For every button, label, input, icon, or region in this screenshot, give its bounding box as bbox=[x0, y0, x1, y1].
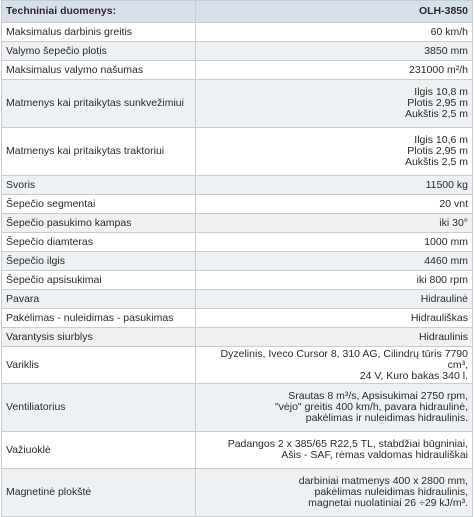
row-label: Šepečio diamteras bbox=[2, 233, 196, 252]
row-value: 1000 mm bbox=[196, 233, 473, 252]
row-value: Hidrauliškas bbox=[196, 309, 473, 328]
row-label: Maksimalus valymo našumas bbox=[2, 61, 196, 80]
row-label: Šepečio apsisukimai bbox=[2, 271, 196, 290]
table-row bbox=[2, 252, 473, 271]
table-row bbox=[2, 61, 473, 80]
row-value: darbiniai matmenys 400 x 2800 mm, pakėlimas nuleidimas hidraulinis, magnetai nuolatiniai 26 ÷29 kJ/m³. bbox=[196, 469, 473, 517]
row-value: Dyzelinis, Iveco Cursor 8, 310 AG, Cilindrų tūris 7790 cm³, 24 V, Kuro bakas 340 l. bbox=[196, 347, 473, 384]
table-row bbox=[2, 469, 473, 517]
row-label: Matmenys kai pritaikytas sunkvežimiui bbox=[2, 80, 196, 128]
row-label: Ventiliatorius bbox=[2, 384, 196, 432]
header-label: Techniniai duomenys: bbox=[2, 1, 196, 23]
header-model: OLH-3850 bbox=[196, 1, 473, 23]
table-row bbox=[2, 80, 473, 128]
row-value: Srautas 8 m³/s, Apsisukimai 2750 rpm, "vėjo" greitis 400 km/h, pavara hidraulinė, pakėlimas ir nuleidimas hidraulinis. bbox=[196, 384, 473, 432]
row-value: 20 vnt bbox=[196, 195, 473, 214]
row-value: 3850 mm bbox=[196, 42, 473, 61]
table-row bbox=[2, 176, 473, 195]
row-label: Pakėlimas - nuleidimas - pasukimas bbox=[2, 309, 196, 328]
table-row bbox=[2, 233, 473, 252]
table-row bbox=[2, 23, 473, 42]
row-label: Variklis bbox=[2, 347, 196, 384]
specs-table bbox=[1, 0, 473, 517]
table-row bbox=[2, 432, 473, 469]
table-row bbox=[2, 347, 473, 384]
row-value: 4460 mm bbox=[196, 252, 473, 271]
row-value: 11500 kg bbox=[196, 176, 473, 195]
table-row bbox=[2, 384, 473, 432]
row-label: Šepečio segmentai bbox=[2, 195, 196, 214]
row-value: iki 800 rpm bbox=[196, 271, 473, 290]
row-label: Matmenys kai pritaikytas traktoriui bbox=[2, 128, 196, 176]
row-value: Ilgis 10,6 m Plotis 2,95 m Aukštis 2,5 m bbox=[196, 128, 473, 176]
row-value: Hidraulinis bbox=[196, 328, 473, 347]
table-row bbox=[2, 271, 473, 290]
row-label: Šepečio pasukimo kampas bbox=[2, 214, 196, 233]
table-row bbox=[2, 290, 473, 309]
row-value: 60 km/h bbox=[196, 23, 473, 42]
row-value: Padangos 2 x 385/65 R22,5 TL, stabdžiai būgniniai, Ašis - SAF, rėmas valdomas hidrauliškai bbox=[196, 432, 473, 469]
table-row bbox=[2, 195, 473, 214]
table-row bbox=[2, 214, 473, 233]
row-value: Ilgis 10,8 m Plotis 2,95 m Aukštis 2,5 m bbox=[196, 80, 473, 128]
row-value: Hidraulinė bbox=[196, 290, 473, 309]
row-value: 231000 m²/h bbox=[196, 61, 473, 80]
row-label: Šepečio ilgis bbox=[2, 252, 196, 271]
row-label: Maksimalus darbinis greitis bbox=[2, 23, 196, 42]
row-label: Pavara bbox=[2, 290, 196, 309]
table-header-row bbox=[2, 1, 473, 23]
table-row bbox=[2, 42, 473, 61]
row-label: Valymo šepečio plotis bbox=[2, 42, 196, 61]
table-row bbox=[2, 128, 473, 176]
table-row bbox=[2, 328, 473, 347]
row-label: Varantysis siurblys bbox=[2, 328, 196, 347]
row-label: Važiuoklė bbox=[2, 432, 196, 469]
row-value: iki 30° bbox=[196, 214, 473, 233]
row-label: Svoris bbox=[2, 176, 196, 195]
table-row bbox=[2, 309, 473, 328]
row-label: Magnetinė plokštė bbox=[2, 469, 196, 517]
